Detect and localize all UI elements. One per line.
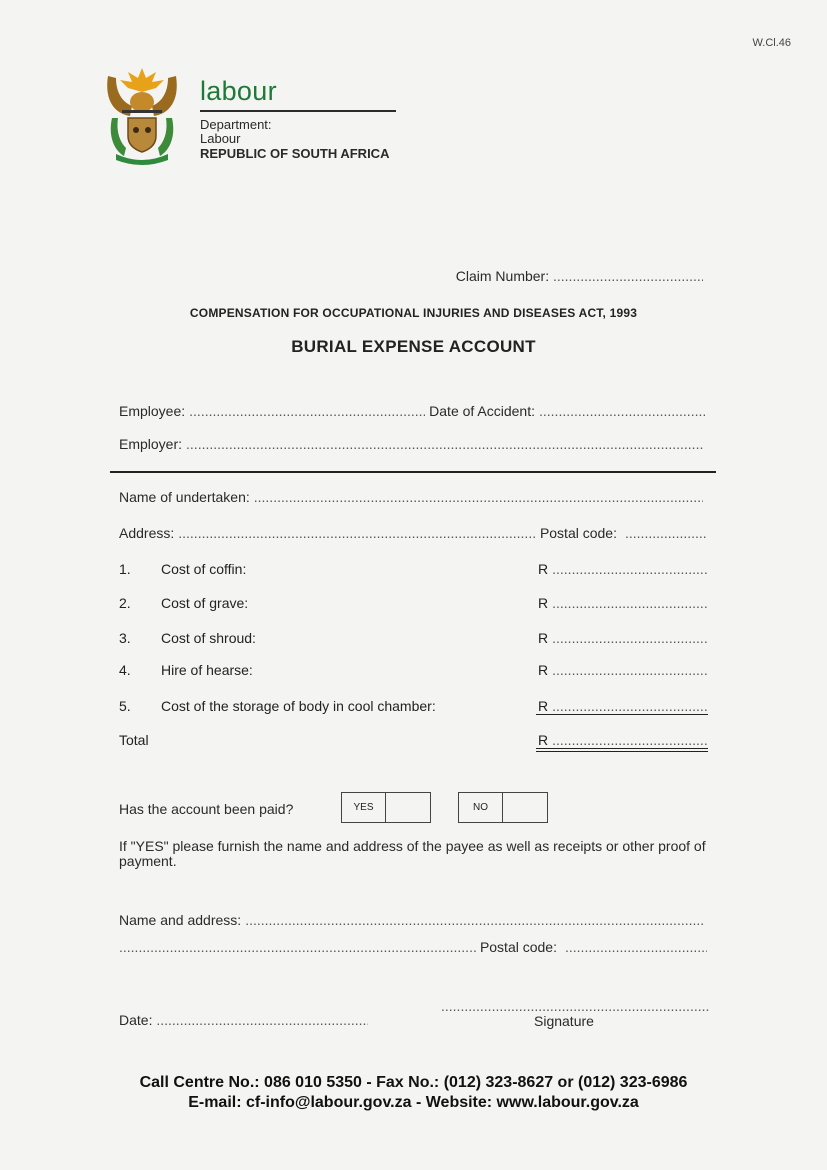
date-of-accident-blank[interactable] [539,403,707,419]
cost-number: 2. [119,595,131,611]
undertaker-row [119,489,707,507]
signature-label: Signature [534,1013,594,1029]
cost-label-hearse: Hire of hearse: [161,662,253,678]
currency-symbol: R [538,662,549,678]
cost-number: 4. [119,662,131,678]
yes-label: YES [342,793,386,822]
cost-number: 1. [119,561,131,577]
cost-label-storage: Cost of the storage of body in cool chamber: [161,698,436,714]
currency-symbol: R [538,630,549,646]
currency-symbol: R [538,732,549,748]
brand-rule [200,110,396,112]
undertaker-blank[interactable] [254,489,703,505]
currency-symbol: R [538,595,549,611]
employee-row [119,403,707,421]
department-name: Labour [200,131,241,146]
date-of-accident-label: Date of Accident: [429,403,535,419]
yes-checkbox[interactable] [341,792,431,823]
amount-blank[interactable] [552,732,708,748]
employer-row [119,436,707,454]
cost-label-coffin: Cost of coffin: [161,561,247,577]
postal-code-blank[interactable] [625,525,707,541]
employer-blank[interactable] [186,436,703,452]
claim-number-blank[interactable] [553,268,703,284]
cost-amount-coffin[interactable] [538,561,708,577]
no-label: NO [459,793,503,822]
cost-number: 3. [119,630,131,646]
date-field[interactable] [119,1012,368,1028]
contact-phone-fax: Call Centre No.: 086 010 5350 - Fax No.: (012) 323-8627 or (012) 323-6986 [139,1074,688,1091]
no-box[interactable] [503,793,547,822]
currency-symbol: R [538,561,549,577]
paid-question: Has the account been paid? [119,801,294,817]
amount-blank[interactable] [552,561,708,577]
section-divider [110,471,716,473]
cost-amount-grave[interactable] [538,595,708,611]
instruction-text: If "YES" please furnish the name and address of the payee as well as receipts or other proof of [119,838,706,854]
cost-label-grave: Cost of grave: [161,595,249,611]
date-blank[interactable] [156,1012,368,1028]
form-title: BURIAL EXPENSE ACCOUNT [291,337,536,356]
claim-number-field[interactable] [456,268,703,284]
cost-amount-storage[interactable] [538,698,708,714]
address-row [119,525,707,543]
address-label: Address: [119,525,175,541]
instruction-text-cont: payment. [119,853,177,869]
cost-label-shroud: Cost of shroud: [161,630,256,646]
country-name: REPUBLIC OF SOUTH AFRICA [200,146,390,161]
yes-box[interactable] [386,793,430,822]
amount-blank[interactable] [552,595,708,611]
department-label: Department: [200,117,272,132]
total-amount[interactable] [538,732,708,748]
form-code: W.Cl.46 [752,37,791,49]
cost-amount-shroud[interactable] [538,630,708,646]
employer-label: Employer: [119,436,183,452]
cost-number: 5. [119,698,131,714]
currency-symbol: R [538,698,549,714]
total-underline [536,748,708,749]
payee-name-label: Name and address: [119,912,242,928]
claim-number-label: Claim Number: [455,268,550,284]
employee-blank[interactable] [189,403,425,419]
payee-postal-blank[interactable] [565,939,707,955]
payee-name-blank[interactable] [245,912,703,928]
act-title: COMPENSATION FOR OCCUPATIONAL INJURIES AND DISEASES ACT, 1993 [189,306,638,320]
undertaker-label: Name of undertaken: [119,489,250,505]
employee-label: Employee: [119,403,186,419]
total-label: Total [119,732,149,748]
contact-email-website: E-mail: cf-info@labour.gov.za - Website: www.labour.gov.za [188,1094,639,1111]
address-blank[interactable] [178,525,536,541]
payee-postal-label: Postal code: [479,939,557,955]
payee-address-row [119,939,707,957]
amount-blank[interactable] [552,662,708,678]
cost-amount-hearse[interactable] [538,662,708,678]
date-label: Date: [119,1012,153,1028]
payee-address-blank[interactable] [119,939,476,955]
coat-of-arms-icon [102,62,182,168]
total-double-underline [536,751,708,752]
amount-blank[interactable] [552,630,708,646]
no-checkbox[interactable] [458,792,548,823]
payee-name-row [119,912,707,930]
amount-blank[interactable] [552,698,708,714]
subtotal-underline [536,714,708,715]
brand-name: labour [200,76,277,106]
postal-code-label: Postal code: [539,525,617,541]
